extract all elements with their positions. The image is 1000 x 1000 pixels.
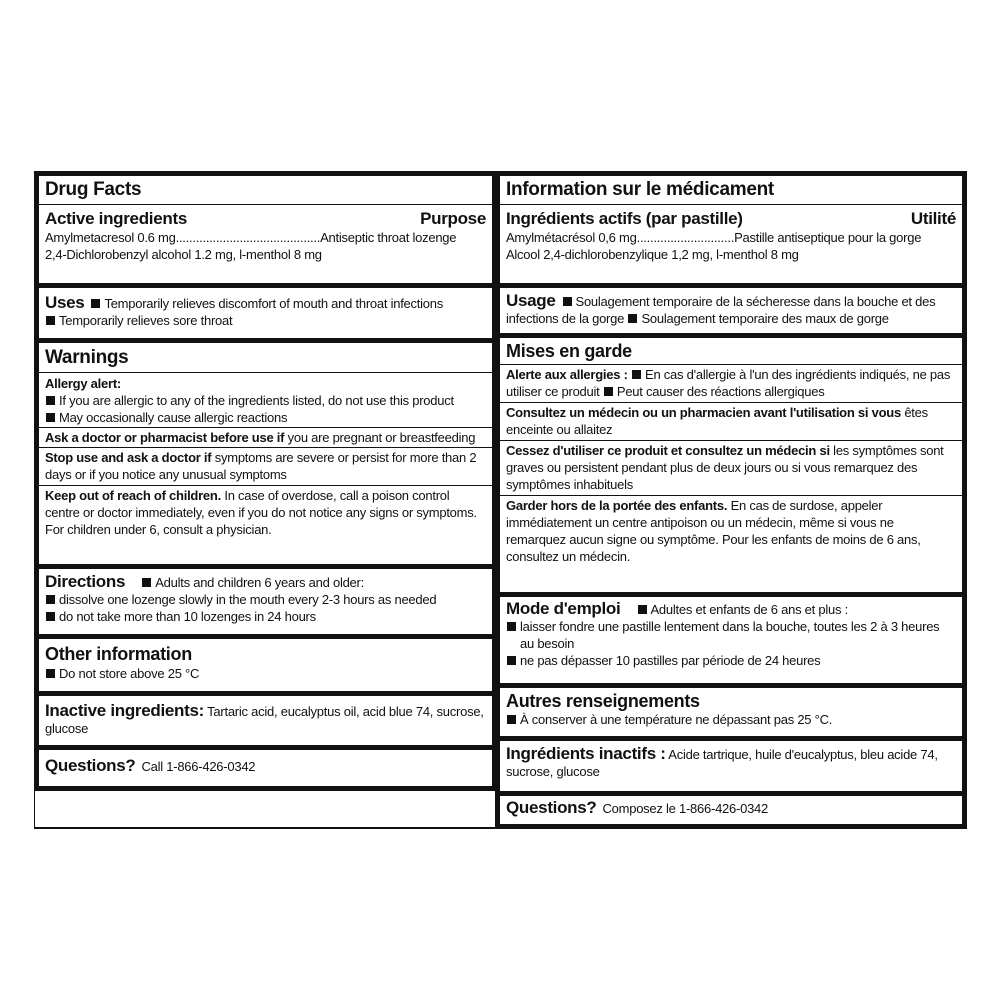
divider — [500, 204, 962, 205]
allergy-alert-heading: Allergy alert: — [45, 376, 121, 391]
uses-item: Temporarily relieves discomfort of mouth and throat infections — [104, 296, 443, 311]
stop-use-text: Stop use and ask a doctor if symptoms are severe or persist for more than 2 days or if you notice any unusual symptoms — [45, 450, 477, 482]
other-information-heading: Other information — [45, 644, 192, 664]
questions-phone: Composez le 1-866-426-0342 — [602, 801, 769, 816]
ask-doctor-text: Ask a doctor or pharmacist before use if you are pregnant or breastfeeding — [45, 430, 476, 445]
questions-panel — [39, 750, 492, 786]
uses-item: Soulagement temporaire de la sécheresse dans la bouche et des infections de la gorge — [506, 294, 936, 326]
bullet-square-icon — [46, 413, 55, 422]
bullet-square-icon — [46, 396, 55, 405]
directions-panel — [39, 569, 492, 634]
divider — [39, 204, 492, 205]
allergy-item: If you are allergic to any of the ingredients listed, do not use this product — [59, 393, 454, 408]
drug-facts-english — [34, 171, 497, 829]
active-ingredient-line: 2,4-Dichlorobenzyl alcohol 1.2 mg, l-menthol 8 mg — [45, 247, 322, 262]
directions-intro: Adults and children 6 years and older: — [155, 575, 364, 590]
active-ingredients-heading: Ingrédients actifs (par pastille) — [506, 209, 743, 228]
divider — [500, 402, 962, 403]
active-ingredient-line: Alcool 2,4-dichlorobenzylique 1,2 mg, l-menthol 8 mg — [506, 247, 799, 262]
warnings-panel — [500, 338, 962, 592]
questions-phone: Call 1-866-426-0342 — [141, 759, 256, 774]
inactive-ingredients-panel — [500, 741, 962, 791]
warnings-heading: Mises en garde — [506, 341, 632, 361]
active-ingredients-panel — [39, 176, 492, 283]
active-ingredient-line: Amylmetacresol 0.6 mg...........................................Antiseptic throat lozenge — [45, 230, 457, 245]
directions-heading: Directions — [45, 572, 126, 591]
active-ingredient-line: Amylmétacrésol 0,6 mg.............................Pastille antiseptique pour la gorge — [506, 230, 922, 245]
inactive-ingredients-heading: Inactive ingredients: — [45, 701, 205, 720]
other-information-item: À conserver à une température ne dépassant pas 25 °C. — [520, 712, 833, 727]
ask-doctor-text: Consultez un médecin ou un pharmacien avant l'utilisation si vous êtes enceinte ou allaitez — [506, 405, 928, 437]
directions-item: laisser fondre une pastille lentement dans la bouche, toutes les 2 à 3 heures au besoin — [520, 619, 940, 651]
bullet-square-icon — [91, 299, 100, 308]
bullet-square-icon — [632, 370, 641, 379]
allergy-alert-text: Alerte aux allergies : En cas d'allergie à l'un des ingrédients indiqués, ne pas utiliser ce produit Peut causer des réactions allergiques — [506, 367, 951, 399]
directions-panel — [500, 597, 962, 683]
bullet-square-icon — [507, 656, 516, 665]
inactive-ingredients-heading: Ingrédients inactifs : — [506, 744, 666, 763]
other-information-panel — [39, 639, 492, 691]
keep-out-of-reach-text: Garder hors de la portée des enfants. En cas de surdose, appeler immédiatement un centre antipoison ou un médecin, même si vous ne remarquez aucun signe ou symptôme. Pour les enfants de moins de 6 ans, consultez un médecin. — [506, 498, 921, 564]
active-ingredients-panel — [500, 176, 962, 283]
divider — [39, 427, 492, 428]
bullet-square-icon — [46, 669, 55, 678]
bullet-square-icon — [507, 622, 516, 631]
panel-title: Drug Facts — [45, 179, 142, 200]
drug-facts-french — [495, 171, 967, 829]
other-information-item: Do not store above 25 °C — [59, 666, 200, 681]
keep-out-of-reach-text: Keep out of reach of children. In case of overdose, call a poison control centre or doctor immediately, even if you do not notice any signs or symptoms. For children under 6, consult a physician. — [45, 488, 477, 537]
divider — [500, 440, 962, 441]
inactive-ingredients-panel — [39, 696, 492, 745]
bullet-square-icon — [507, 715, 516, 724]
questions-panel — [500, 796, 962, 824]
blank-area — [35, 791, 497, 827]
warnings-heading: Warnings — [45, 347, 129, 368]
uses-heading: Uses — [45, 293, 85, 312]
bullet-square-icon — [46, 595, 55, 604]
purpose-heading: Purpose — [420, 209, 486, 228]
bullet-square-icon — [638, 605, 647, 614]
divider — [39, 485, 492, 486]
uses-item: Soulagement temporaire des maux de gorge — [641, 311, 889, 326]
directions-item: ne pas dépasser 10 pastilles par période de 24 heures — [520, 653, 821, 668]
divider — [39, 372, 492, 373]
questions-heading: Questions? — [506, 798, 597, 817]
inactive-ingredients-text: Tartaric acid, eucalyptus oil, acid blue 74, sucrose, glucose — [45, 704, 484, 736]
bullet-square-icon — [628, 314, 637, 323]
bullet-square-icon — [46, 612, 55, 621]
purpose-heading: Utilité — [910, 209, 956, 228]
directions-item: dissolve one lozenge slowly in the mouth every 2-3 hours as needed — [59, 592, 437, 607]
divider — [39, 447, 492, 448]
directions-heading: Mode d'emploi — [506, 599, 621, 618]
active-ingredients-heading: Active ingredients — [45, 209, 187, 228]
uses-heading: Usage — [506, 291, 556, 310]
other-information-panel — [500, 688, 962, 736]
other-information-heading: Autres renseignements — [506, 691, 700, 711]
uses-item: Temporarily relieves sore throat — [59, 313, 233, 328]
panel-title: Information sur le médicament — [506, 179, 774, 200]
bullet-square-icon — [604, 387, 613, 396]
bullet-square-icon — [46, 316, 55, 325]
divider — [500, 364, 962, 365]
warnings-panel — [39, 343, 492, 564]
bullet-square-icon — [563, 297, 572, 306]
allergy-item: May occasionally cause allergic reactions — [59, 410, 288, 425]
uses-panel — [39, 288, 492, 338]
questions-heading: Questions? — [45, 756, 136, 775]
directions-intro: Adultes et enfants de 6 ans et plus : — [650, 602, 848, 617]
uses-panel — [500, 288, 962, 333]
divider — [500, 495, 962, 496]
stop-use-text: Cessez d'utiliser ce produit et consultez un médecin si les symptômes sont graves ou persistent pendant plus de deux jours ou si vous remarquez des symptômes inhabituels — [506, 443, 944, 492]
inactive-ingredients-text: Acide tartrique, huile d'eucalyptus, bleu acide 74, sucrose, glucose — [506, 747, 938, 779]
directions-item: do not take more than 10 lozenges in 24 hours — [59, 609, 316, 624]
bullet-square-icon — [142, 578, 151, 587]
